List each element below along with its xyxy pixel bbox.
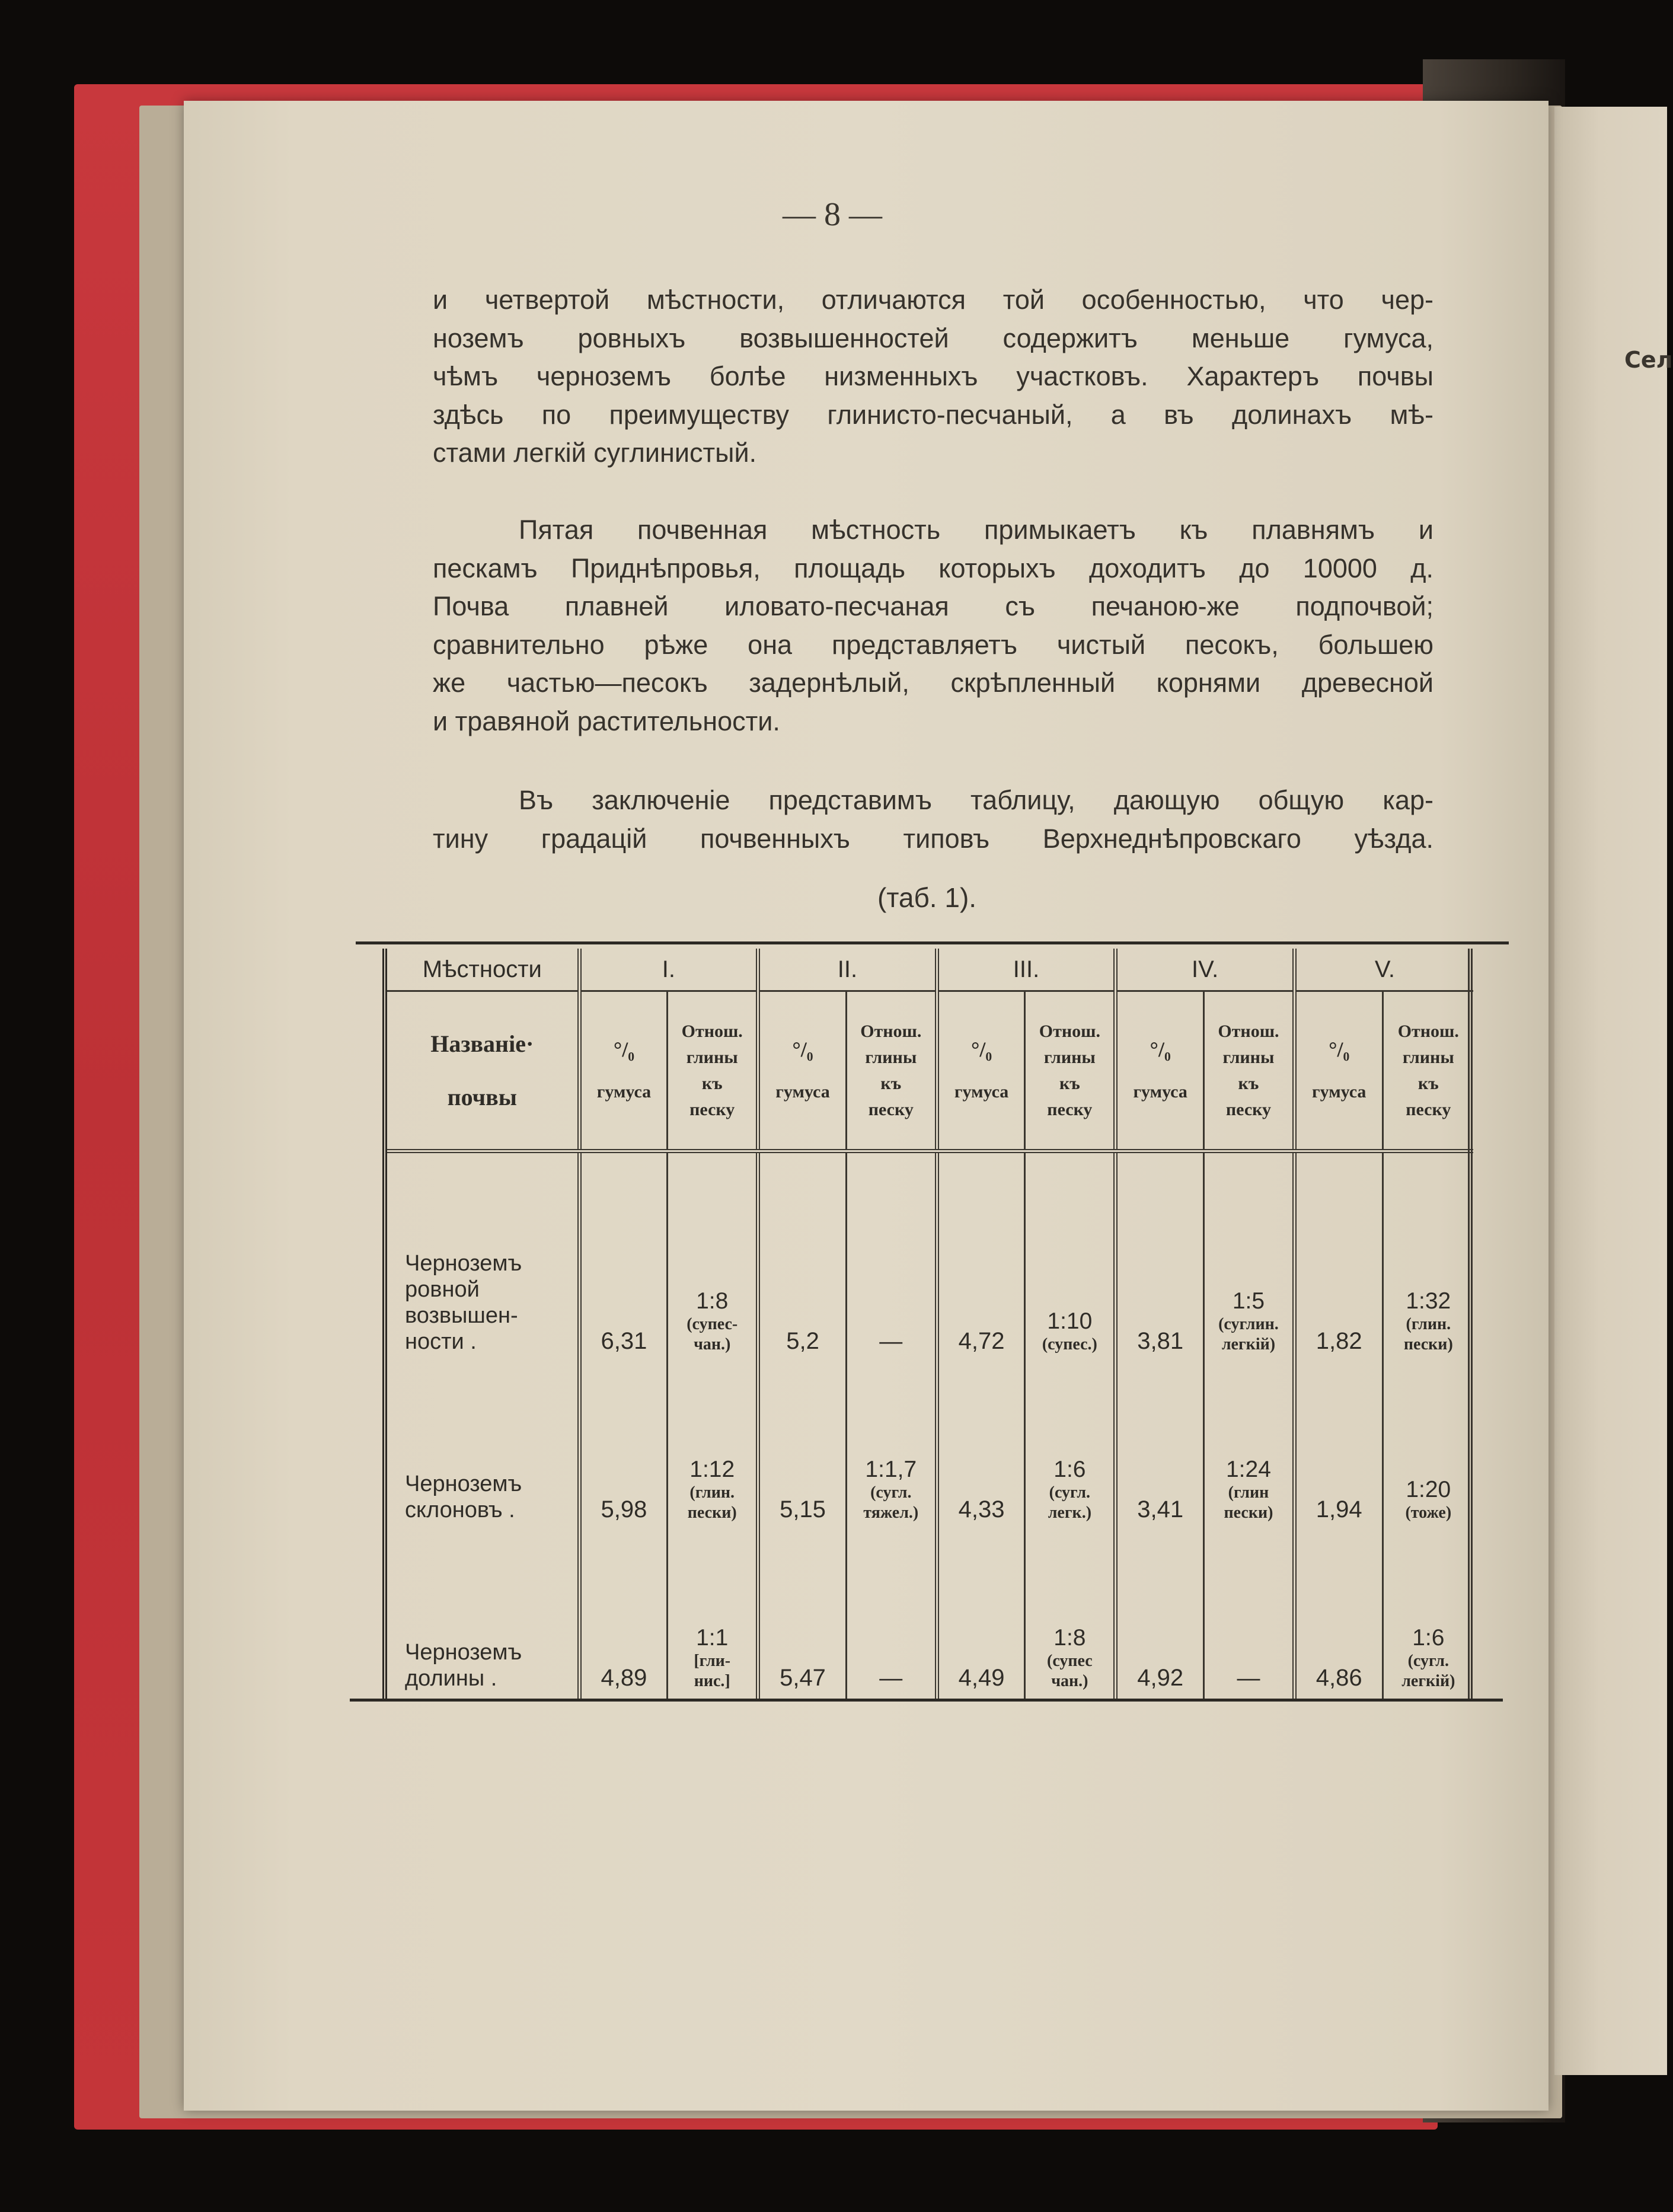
humus-percent-header: °/₀ гумуса: [937, 991, 1025, 1151]
paragraph-1: [433, 281, 1433, 473]
soil-texture-note: (супес.): [1042, 1335, 1097, 1354]
soil-texture-note: (тоже): [1405, 1504, 1452, 1522]
clay-sand-ratio-value: —: [846, 1151, 937, 1362]
humus-percent-header: °/₀ гумуса: [1294, 991, 1383, 1151]
locality-header: Мѣстности: [385, 949, 579, 991]
table-reference: (таб. 1).: [877, 882, 977, 913]
soil-texture-note: (супес- чан.): [687, 1315, 738, 1354]
soil-texture-note: (глин. пески): [687, 1483, 737, 1522]
humus-percent-value: 5,2: [758, 1151, 847, 1362]
clay-sand-ratio-value: 1:32 (глин. пески): [1383, 1151, 1473, 1362]
text-line: и травяной растительности.: [433, 706, 780, 736]
humus-percent-value: 4,92: [1116, 1530, 1204, 1699]
text-line: ноземъ ровныхъ возвышенностей содержитъ меньше гумуса,: [433, 323, 1433, 353]
clay-sand-ratio-header: Отнош. глины къ песку: [668, 991, 758, 1151]
clay-sand-ratio-value: —: [846, 1530, 937, 1699]
humus-percent-value: 1,94: [1294, 1362, 1383, 1530]
group-header-2: II.: [758, 949, 937, 991]
table-bottom-rule: [350, 1699, 1503, 1702]
text-line: Въ заключеніе представимъ таблицу, дающую общую кар-: [519, 785, 1433, 815]
text-line: Почва плавней иловато-песчаная съ печаною-же подпочвой;: [433, 591, 1433, 621]
group-header-1: I.: [579, 949, 758, 991]
humus-percent-value: 4,89: [579, 1530, 668, 1699]
humus-percent-header: °/₀ гумуса: [1116, 991, 1204, 1151]
soil-texture-note: (сугл. тяжел.): [863, 1483, 919, 1522]
clay-sand-ratio-value: 1:1,7 (сугл. тяжел.): [846, 1362, 937, 1530]
clay-sand-ratio-value: 1:8 (супес- чан.): [668, 1151, 758, 1362]
humus-percent-header: °/₀ гумуса: [579, 991, 668, 1151]
humus-percent-value: 6,31: [579, 1151, 668, 1362]
text-line: Пятая почвенная мѣстность примыкаетъ къ плавнямъ и: [519, 515, 1433, 545]
facing-page-fragment: Сел: [1624, 347, 1673, 373]
clay-sand-ratio-header: Отнош. глины къ песку: [1025, 991, 1116, 1151]
humus-percent-value: 3,41: [1116, 1362, 1204, 1530]
table-row: [385, 1151, 1473, 1362]
humus-percent-header: °/₀ гумуса: [758, 991, 847, 1151]
text-line: тину градацій почвенныхъ типовъ Верхнеднѣпровскаго уѣзда.: [433, 823, 1433, 854]
soil-texture-note: (суглин. легкій): [1218, 1315, 1279, 1354]
clay-sand-ratio-value: 1:1 [гли- нис.]: [668, 1530, 758, 1699]
text-line: и четвертой мѣстности, отличаются той особенностью, что чер-: [433, 285, 1433, 315]
humus-percent-value: 4,72: [937, 1151, 1025, 1362]
table-body: [385, 1151, 1473, 1699]
humus-percent-value: 5,15: [758, 1362, 847, 1530]
soil-name-header: Названіе· почвы: [385, 991, 579, 1151]
soil-texture-note: (сугл. легкій): [1401, 1652, 1455, 1690]
page-number: — 8 —: [783, 196, 882, 233]
clay-sand-ratio-value: 1:6 (сугл. легкій): [1383, 1530, 1473, 1699]
table-row: [385, 1362, 1473, 1530]
table-top-rule: [356, 941, 1509, 944]
clay-sand-ratio-value: 1:10 (супес.): [1025, 1151, 1116, 1362]
soil-texture-note: (супес чан.): [1047, 1652, 1093, 1690]
clay-sand-ratio-value: 1:5 (суглин. легкій): [1204, 1151, 1295, 1362]
soil-texture-note: (сугл. легк.): [1048, 1483, 1092, 1522]
paragraph-2: [433, 511, 1433, 740]
text-line: сравнительно рѣже она представляетъ чистый песокъ, большею: [433, 629, 1433, 660]
soil-humus-table: [382, 949, 1473, 1699]
group-header-row: [385, 949, 1473, 991]
soil-name: Черноземъ склоновъ .: [385, 1362, 579, 1530]
clay-sand-ratio-value: 1:20 (тоже): [1383, 1362, 1473, 1530]
clay-sand-ratio-header: Отнош. глины къ песку: [1383, 991, 1473, 1151]
soil-name: Черноземъ долины .: [385, 1530, 579, 1699]
clay-sand-ratio-value: 1:12 (глин. пески): [668, 1362, 758, 1530]
soil-texture-note: (глин пески): [1224, 1483, 1273, 1522]
humus-percent-value: 5,47: [758, 1530, 847, 1699]
clay-sand-ratio-header: Отнош. глины къ песку: [1204, 991, 1295, 1151]
table-row: [385, 1530, 1473, 1699]
group-header-4: IV.: [1116, 949, 1295, 991]
humus-percent-value: 4,86: [1294, 1530, 1383, 1699]
sub-header-row: [385, 991, 1473, 1151]
soil-texture-note: (глин. пески): [1403, 1315, 1453, 1354]
humus-percent-value: 4,33: [937, 1362, 1025, 1530]
text-line: же частью—песокъ задернѣлый, скрѣпленный корнями древесной: [433, 668, 1433, 698]
group-header-3: III.: [937, 949, 1116, 991]
text-line: стами легкій суглинистый.: [433, 438, 757, 468]
clay-sand-ratio-value: 1:6 (сугл. легк.): [1025, 1362, 1116, 1530]
clay-sand-ratio-value: 1:24 (глин пески): [1204, 1362, 1295, 1530]
humus-percent-value: 5,98: [579, 1362, 668, 1530]
facing-page: [1554, 107, 1667, 2075]
group-header-5: V.: [1294, 949, 1473, 991]
clay-sand-ratio-value: 1:8 (супес чан.): [1025, 1530, 1116, 1699]
paragraph-3: [433, 781, 1433, 858]
clay-sand-ratio-header: Отнош. глины къ песку: [846, 991, 937, 1151]
humus-percent-value: 3,81: [1116, 1151, 1204, 1362]
clay-sand-ratio-value: —: [1204, 1530, 1295, 1699]
humus-percent-value: 1,82: [1294, 1151, 1383, 1362]
text-line: пескамъ Приднѣпровья, площадь которыхъ доходитъ до 10000 д.: [433, 553, 1433, 583]
text-line: чѣмъ черноземъ болѣе низменныхъ участковъ. Характеръ почвы: [433, 361, 1433, 391]
text-line: здѣсь по преимуществу глинисто-песчаный, а въ долинахъ мѣ-: [433, 399, 1433, 430]
humus-percent-value: 4,49: [937, 1530, 1025, 1699]
soil-name: Черноземъ ровной возвышен- ности .: [385, 1151, 579, 1362]
soil-texture-note: [гли- нис.]: [694, 1652, 731, 1690]
